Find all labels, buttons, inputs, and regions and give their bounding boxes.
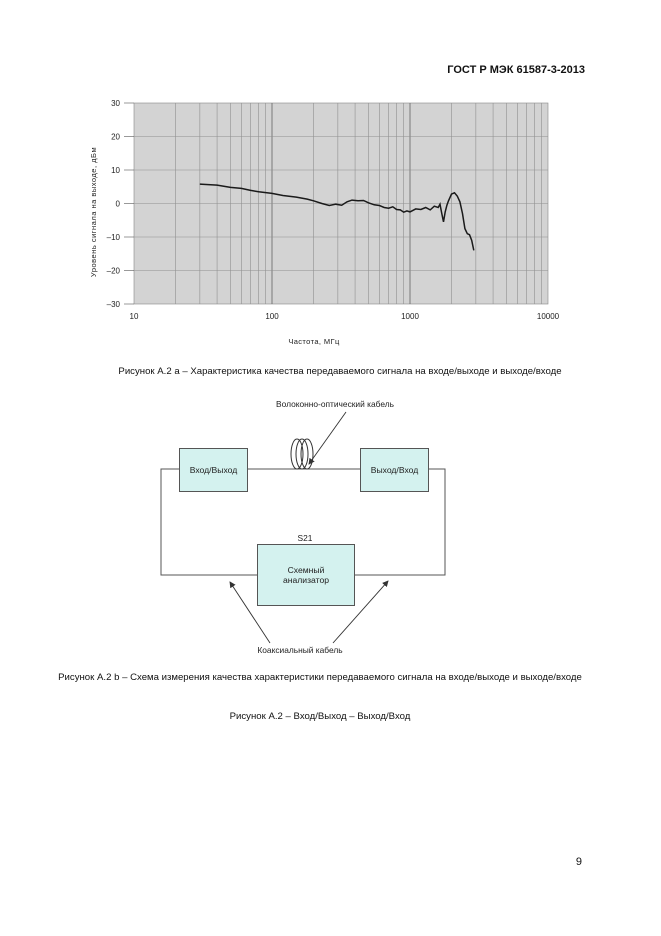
network-analyzer-box xyxy=(257,544,355,606)
y-tick-label: 0 xyxy=(115,199,120,209)
y-tick-label: –10 xyxy=(106,233,120,242)
fiber-label-arrow xyxy=(309,412,346,464)
y-tick-label: 30 xyxy=(111,99,120,108)
x-tick-label: 10000 xyxy=(536,312,560,321)
y-tick-label: –30 xyxy=(106,300,120,309)
x-tick-label: 1000 xyxy=(401,312,419,321)
figure-b-caption: Рисунок А.2 b – Схема измерения качества характеристики передаваемого сигнала на входе/выходе и выходе/входе xyxy=(58,672,582,683)
network-analyzer-label: Схемный анализатор xyxy=(282,565,330,585)
coax-cable-label: Коаксиальный кабель xyxy=(257,645,343,655)
page-number: 9 xyxy=(575,856,582,868)
input-output-label: Вход/Выход xyxy=(189,465,238,475)
x-tick-label: 100 xyxy=(265,312,279,321)
figure-a-caption: Рисунок А.2 а – Характеристика качества передаваемого сигнала на входе/выходе и выходе/входе xyxy=(118,366,562,377)
fiber-coil-icon xyxy=(291,439,313,469)
figure-main-caption: Рисунок А.2 – Вход/Выход – Выход/Вход xyxy=(229,711,411,722)
document-header: ГОСТ Р МЭК 61587-3-2013 xyxy=(447,64,585,76)
input-output-box xyxy=(179,448,248,492)
fiber-cable-label: Волоконно-оптический кабель xyxy=(276,399,394,409)
x-tick-label: 10 xyxy=(129,312,139,321)
y-tick-label: –20 xyxy=(106,266,120,276)
x-axis-label: Частота, МГц xyxy=(288,337,340,346)
y-tick-label: 10 xyxy=(111,166,120,175)
s21-label: S21 xyxy=(297,533,313,543)
y-axis-label: Уровень сигнала на выходе, дБм xyxy=(89,146,98,278)
output-input-box xyxy=(360,448,429,492)
y-tick-label: 20 xyxy=(111,132,120,142)
output-input-label: Выход/Вход xyxy=(370,465,419,475)
